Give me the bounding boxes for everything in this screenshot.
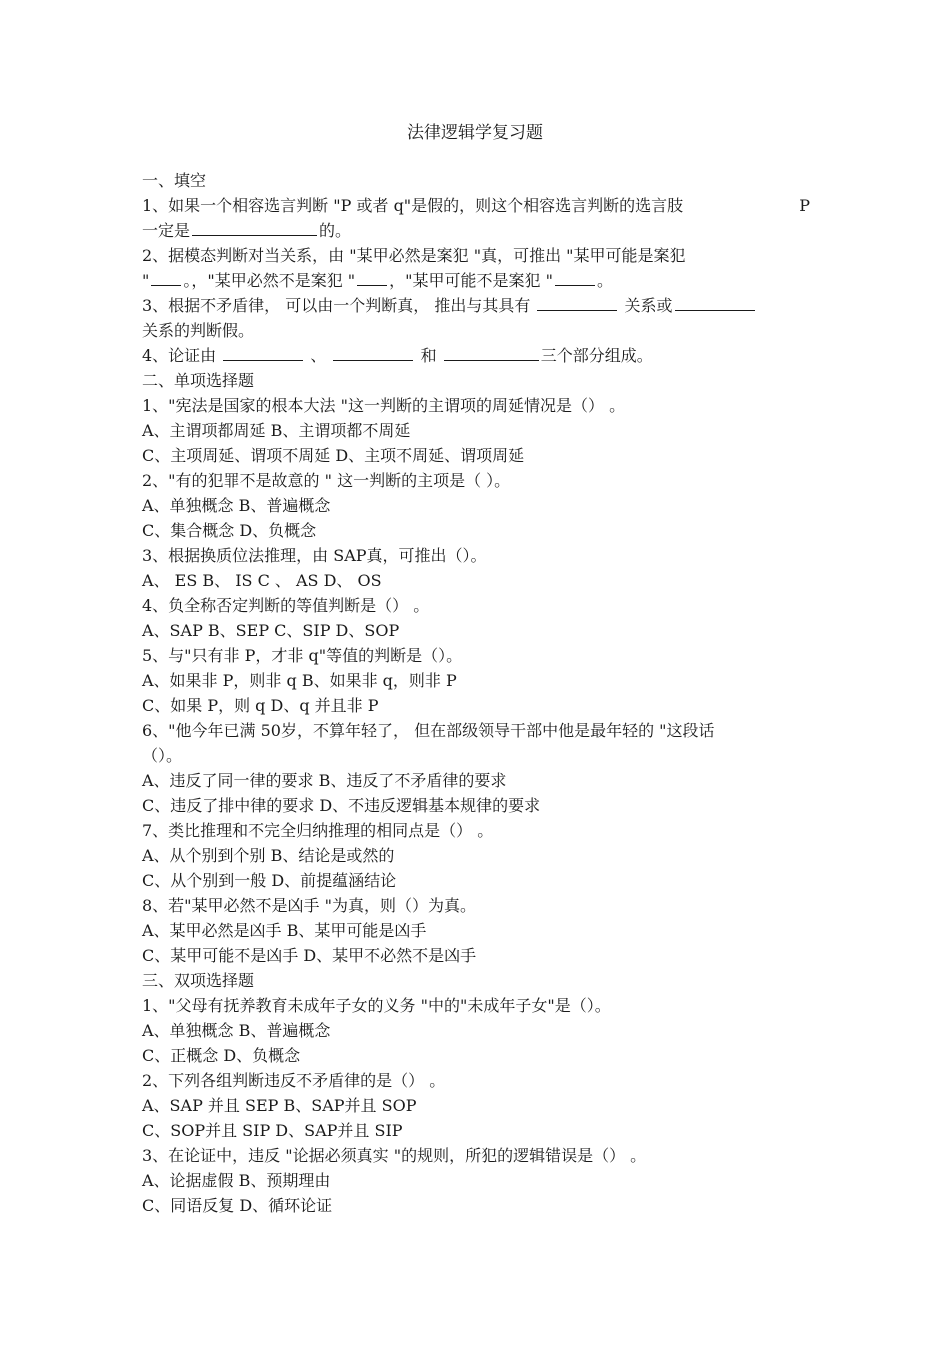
option-line: C、主项周延、谓项不周延 D、主项不周延、谓项周延: [142, 446, 525, 465]
question-line: （）。: [142, 746, 183, 765]
question-line: 8、若"某甲必然不是凶手 "为真，则（）为真。: [142, 896, 476, 915]
question-line: 1、"父母有抚养教育未成年子女的义务 "中的"未成年子女"是（）。: [142, 996, 611, 1015]
question-4: 4、论证由 、 和 三个部分组成。: [142, 343, 810, 368]
page-title: 法律逻辑学复习题: [407, 123, 543, 143]
option-line: C、从个别到一般 D、前提蕴涵结论: [142, 871, 397, 890]
option-line: C、正概念 D、负概念: [142, 1046, 301, 1065]
question-line: 6、"他今年已满 50岁，不算年轻了， 但在部级领导干部中他是最年轻的 "这段话: [142, 721, 715, 740]
option-line: A、单独概念 B、普遍概念: [142, 496, 331, 515]
option-line: A、单独概念 B、普遍概念: [142, 1021, 331, 1040]
answer-blank: [192, 218, 317, 236]
option-line: A、SAP 并且 SEP B、SAP并且 SOP: [142, 1096, 417, 1115]
option-line: A、主谓项都周延 B、主谓项都不周延: [142, 421, 411, 440]
answer-blank: [151, 268, 181, 286]
answer-blank: [444, 343, 539, 361]
option-line: A、某甲必然是凶手 B、某甲可能是凶手: [142, 921, 427, 940]
single-choice-list: [142, 393, 810, 968]
question-line: 3、在论证中，违反 "论据必须真实 "的规则，所犯的逻辑错误是（） 。: [142, 1146, 647, 1165]
section-heading-double-choice: 三、双项选择题: [142, 971, 255, 990]
option-line: C、同语反复 D、循环论证: [142, 1196, 333, 1215]
answer-blank: [537, 293, 617, 311]
option-line: A、 ES B、 IS C 、 AS D、 OS: [142, 571, 382, 590]
option-line: A、从个别到个别 B、结论是或然的: [142, 846, 395, 865]
question-3-line-1: 3、根据不矛盾律， 可以由一个判断真， 推出与其具有 关系或: [142, 293, 810, 318]
question-line: 1、"宪法是国家的根本大法 "这一判断的主谓项的周延情况是（） 。: [142, 396, 626, 415]
answer-blank: [357, 268, 387, 286]
option-line: A、论据虚假 B、预期理由: [142, 1171, 331, 1190]
option-line: C、违反了排中律的要求 D、不违反逻辑基本规律的要求: [142, 796, 541, 815]
question-2-line-1: 2、据模态判断对当关系，由 "某甲必然是案犯 "真，可推出 "某甲可能是案犯: [142, 246, 686, 265]
option-line: C、SOP并且 SIP D、SAP并且 SIP: [142, 1121, 403, 1140]
question-1-line-1: 1、如果一个相容选言判断 "P 或者 q"是假的，则这个相容选言判断的选言肢 P: [142, 196, 810, 215]
option-line: A、SAP B、SEP C、SIP D、SOP: [142, 621, 400, 640]
option-line: C、某甲可能不是凶手 D、某甲不必然不是凶手: [142, 946, 477, 965]
question-line: 2、下列各组判断违反不矛盾律的是（） 。: [142, 1071, 446, 1090]
answer-blank: [223, 343, 303, 361]
question-line: 3、根据换质位法推理，由 SAP真，可推出（）。: [142, 546, 487, 565]
question-line: 7、类比推理和不完全归纳推理的相同点是（） 。: [142, 821, 494, 840]
option-line: C、如果 P，则 q D、q 并且非 P: [142, 696, 379, 715]
question-3-line-2: 关系的判断假。: [142, 321, 255, 340]
option-line: A、违反了同一律的要求 B、违反了不矛盾律的要求: [142, 771, 507, 790]
answer-blank: [675, 293, 755, 311]
option-line: A、如果非 P，则非 q B、如果非 q，则非 P: [142, 671, 457, 690]
section-heading-fill: 一、填空: [142, 171, 207, 190]
double-choice-list: [142, 993, 810, 1218]
question-1-line-2: 一定是 的。: [142, 218, 810, 243]
question-2-line-2: " 。，"某甲必然不是案犯 " ，"某甲可能不是案犯 " 。: [142, 268, 810, 293]
answer-blank: [555, 268, 595, 286]
question-line: 2、"有的犯罪不是故意的 " 这一判断的主项是（ ）。: [142, 471, 511, 490]
answer-blank: [333, 343, 413, 361]
option-line: C、集合概念 D、负概念: [142, 521, 317, 540]
question-line: 4、负全称否定判断的等值判断是（） 。: [142, 596, 430, 615]
question-line: 5、与"只有非 P，才非 q"等值的判断是（）。: [142, 646, 463, 665]
section-heading-single-choice: 二、单项选择题: [142, 371, 255, 390]
document-body: [142, 168, 810, 1218]
